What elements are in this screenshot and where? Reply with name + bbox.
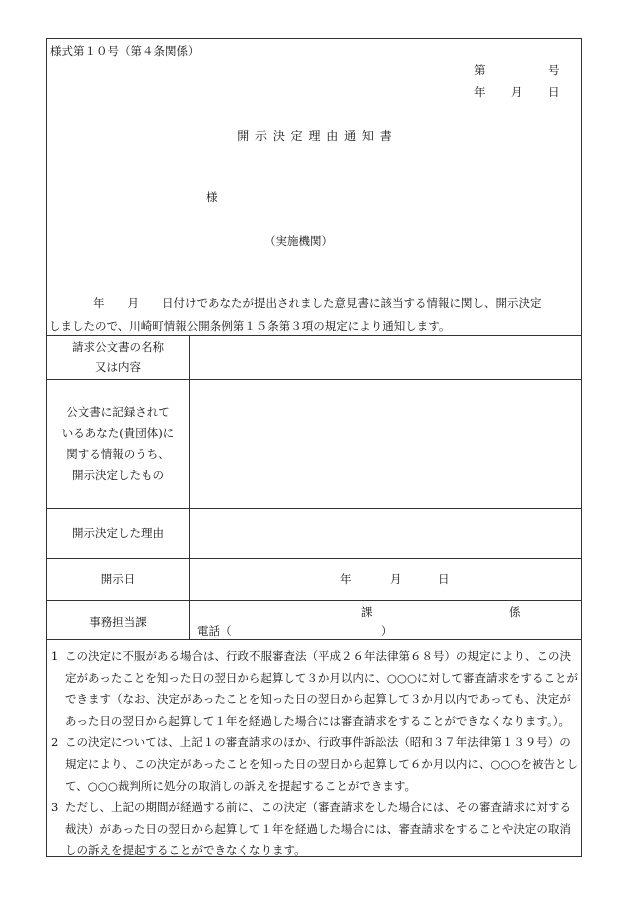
notice-form (46, 38, 582, 857)
reason-label: 開示決定した理由 (72, 526, 164, 540)
dept-ka: 課 (361, 605, 373, 619)
intro-line-1: 年 月 日付けであなたが提出されました意見書に該当する情報に関し、開示決定 (93, 296, 542, 310)
reason-field[interactable] (190, 509, 582, 558)
table-bottom-line (47, 639, 581, 640)
disclosure-date-day: 日 (438, 572, 450, 586)
page-title: 開 示 決 定 理 由 通 知 書 (237, 129, 393, 143)
disclosure-date-year: 年 (340, 572, 352, 586)
date-month: 月 (511, 85, 523, 99)
date-day: 日 (548, 85, 560, 99)
addressee-suffix: 様 (206, 190, 218, 204)
note-2: 2 この決定については、上記１の審査請求のほか、行政事件訴訟法（昭和３７年法律第１３９号）の規定により、この決定があったことを知った日の翌日から起算して６か月以内に、○○○を被告として、○○○裁判所に処分の取消しの訴えを提起することができます。 (51, 735, 578, 793)
row-divider-3 (47, 558, 581, 559)
notes-section (51, 646, 581, 862)
info-label: 公文書に記録されて いるあなた(貴団体)に 関する情報のうち、 開示決定したもの (61, 405, 175, 482)
row-divider-4 (47, 600, 581, 601)
intro-line-2: しましたので、川崎町情報公開条例第１５条第３項の規定により通知します。 (49, 319, 451, 333)
doc-name-field[interactable] (190, 336, 582, 379)
dept-label: 事務担当課 (89, 615, 147, 629)
number-suffix: 号 (548, 63, 560, 77)
date-year: 年 (474, 85, 486, 99)
form-number: 様式第１０号（第４条関係） (50, 44, 200, 58)
disclosure-date-label: 開示日 (100, 572, 136, 586)
note-1: 1 この決定に不服がある場合は、行政不服審査法（平成２６年法律第６８号）の規定により、この決定があったことを知った日の翌日から起算して３か月以内に、○○○に対して審査請求をすることができます（なお、決定があったことを知った日の翌日から起算して３か月以内であっても、決定があった日の翌日から起算して１年を経過した場合には審査請求をすることができなくなります。）。 (51, 649, 578, 728)
issuer-label: （実施機関） (264, 234, 333, 248)
note-3: 3 ただし、上記の期間が経過する前に、この決定（審査請求をした場合には、その審査請求に対する裁決）があった日の翌日から起算して１年を経過した場合には、審査請求をすることや決定の取消しの訴えを提起することができなくなります。 (51, 800, 571, 858)
number-prefix: 第 (474, 63, 486, 77)
phone-line: 電話（ ） (197, 624, 393, 638)
doc-name-label: 請求公文書の名称 又は内容 (72, 340, 164, 374)
disclosure-date-month: 月 (390, 572, 402, 586)
info-field[interactable] (190, 380, 582, 508)
dept-kakari: 係 (509, 605, 521, 619)
